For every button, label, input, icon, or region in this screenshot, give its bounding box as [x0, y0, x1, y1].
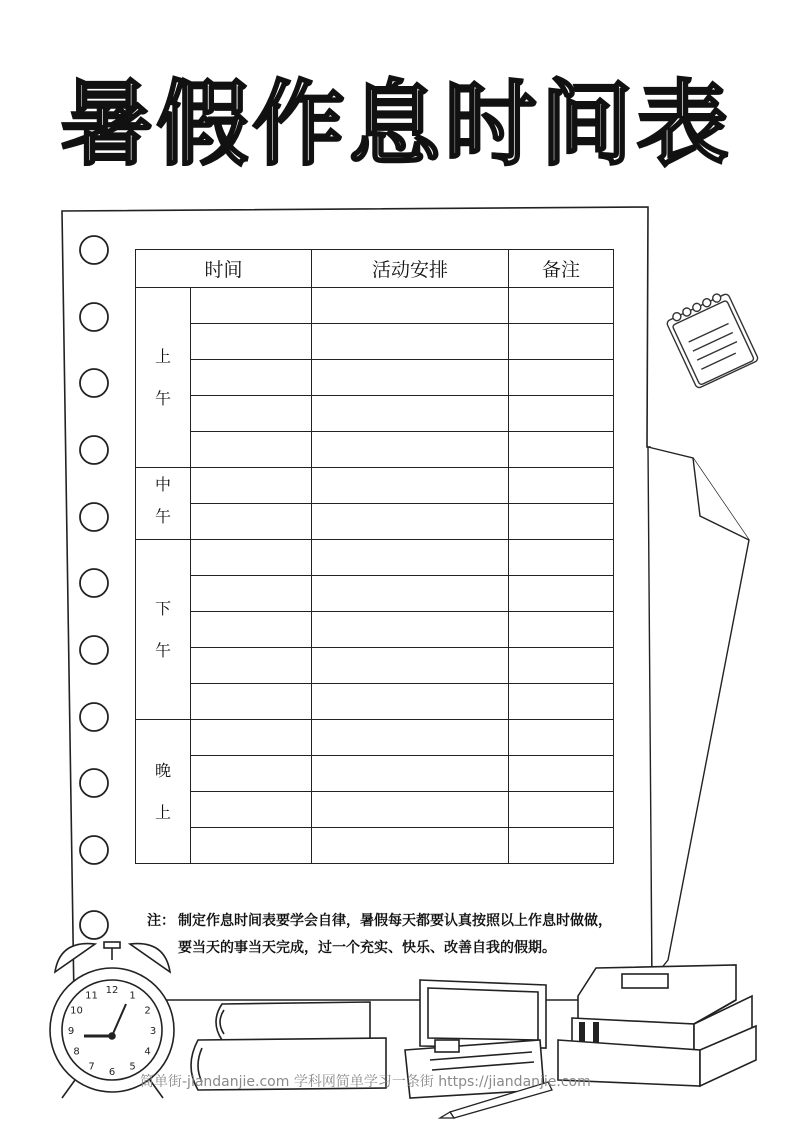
time-cell[interactable] — [191, 324, 312, 360]
clock-number: 5 — [129, 1061, 136, 1073]
schedule-body — [136, 288, 614, 864]
note-cell[interactable] — [509, 648, 614, 684]
note-cell[interactable] — [509, 684, 614, 720]
note-cell[interactable] — [509, 396, 614, 432]
paper-curl — [648, 447, 749, 980]
period-morning — [136, 288, 191, 468]
clock-number: 9 — [67, 1026, 75, 1037]
table-row — [136, 684, 614, 720]
table-row — [136, 360, 614, 396]
activity-cell[interactable] — [312, 540, 509, 576]
activity-cell[interactable] — [312, 612, 509, 648]
note-cell[interactable] — [509, 756, 614, 792]
time-cell[interactable] — [191, 576, 312, 612]
header-notes: 备注 — [509, 250, 614, 288]
note-cell[interactable] — [509, 540, 614, 576]
time-cell[interactable] — [191, 360, 312, 396]
activity-cell[interactable] — [312, 360, 509, 396]
period-afternoon — [136, 540, 191, 720]
clock-number: 4 — [144, 1046, 151, 1058]
schedule-table — [135, 249, 614, 864]
table-row — [136, 576, 614, 612]
table-row — [136, 828, 614, 864]
note-cell[interactable] — [509, 612, 614, 648]
note-cell[interactable] — [509, 504, 614, 540]
note-cell[interactable] — [509, 288, 614, 324]
time-cell[interactable] — [191, 684, 312, 720]
table-row — [136, 396, 614, 432]
note-text: 制定作息时间表要学会自律，暑假每天都要认真按照以上作息时做做，要当天的事当天完成，过一个充实、快乐、改善自我的假期。 — [178, 913, 612, 956]
table-row — [136, 288, 614, 324]
activity-cell[interactable] — [312, 648, 509, 684]
time-cell[interactable] — [191, 396, 312, 432]
note-cell[interactable] — [509, 432, 614, 468]
time-cell[interactable] — [191, 468, 312, 504]
table-row — [136, 324, 614, 360]
time-cell[interactable] — [191, 432, 312, 468]
time-cell[interactable] — [191, 288, 312, 324]
note-block — [147, 908, 617, 962]
books-right — [558, 965, 756, 1086]
time-cell[interactable] — [191, 540, 312, 576]
period-evening — [136, 720, 191, 864]
table-header-row — [136, 250, 614, 288]
clock-number: 2 — [144, 1005, 151, 1017]
note-cell[interactable] — [509, 792, 614, 828]
time-cell[interactable] — [191, 792, 312, 828]
activity-cell[interactable] — [312, 324, 509, 360]
time-cell[interactable] — [191, 756, 312, 792]
clock-number: 7 — [88, 1061, 95, 1073]
activity-cell[interactable] — [312, 504, 509, 540]
time-cell[interactable] — [191, 720, 312, 756]
table-row — [136, 720, 614, 756]
notepad-icon — [664, 289, 759, 388]
time-cell[interactable] — [191, 504, 312, 540]
activity-cell[interactable] — [312, 828, 509, 864]
note-cell[interactable] — [509, 360, 614, 396]
clock-number: 1 — [129, 990, 136, 1002]
note-cell[interactable] — [509, 468, 614, 504]
note-cell[interactable] — [509, 324, 614, 360]
clock-number: 3 — [149, 1026, 157, 1037]
period-label: 中午 — [154, 475, 171, 526]
activity-cell[interactable] — [312, 432, 509, 468]
activity-cell[interactable] — [312, 288, 509, 324]
time-cell[interactable] — [191, 828, 312, 864]
clock-number: 12 — [105, 985, 119, 996]
table-row — [136, 540, 614, 576]
footer-watermark: 简单街-jiandanjie.com 学科网简单学习一条街 https://jiandanjie.com — [140, 1074, 591, 1090]
time-cell[interactable] — [191, 612, 312, 648]
activity-cell[interactable] — [312, 720, 509, 756]
table-row — [136, 648, 614, 684]
table-row — [136, 612, 614, 648]
period-noon — [136, 468, 191, 540]
note-cell[interactable] — [509, 720, 614, 756]
header-time: 时间 — [136, 250, 312, 288]
note-prefix: 注： — [147, 913, 175, 929]
table-row — [136, 468, 614, 504]
table-row — [136, 432, 614, 468]
table-row — [136, 756, 614, 792]
clock-number: 8 — [73, 1046, 80, 1058]
clock-number: 10 — [70, 1005, 83, 1017]
note-cell[interactable] — [509, 828, 614, 864]
note-cell[interactable] — [509, 576, 614, 612]
activity-cell[interactable] — [312, 684, 509, 720]
activity-cell[interactable] — [312, 468, 509, 504]
clock-number: 11 — [85, 990, 98, 1002]
table-row — [136, 792, 614, 828]
activity-cell[interactable] — [312, 576, 509, 612]
activity-cell[interactable] — [312, 792, 509, 828]
clock-number: 6 — [108, 1067, 116, 1078]
period-label: 晚上 — [154, 760, 171, 822]
header-activity: 活动安排 — [312, 250, 509, 288]
activity-cell[interactable] — [312, 396, 509, 432]
period-label: 下午 — [154, 598, 171, 660]
activity-cell[interactable] — [312, 756, 509, 792]
page-title: 暑假作息时间表 — [60, 71, 733, 178]
period-label: 上午 — [154, 346, 171, 408]
time-cell[interactable] — [191, 648, 312, 684]
table-row — [136, 504, 614, 540]
